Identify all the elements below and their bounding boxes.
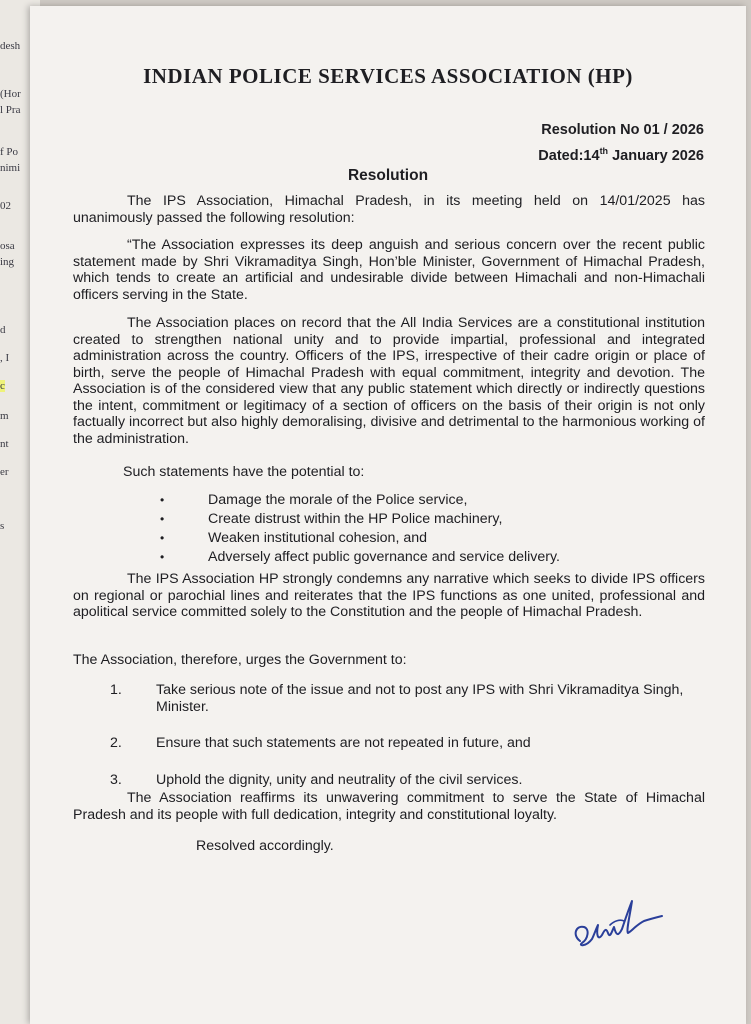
back-text-fragment: osa bbox=[0, 240, 15, 252]
back-text-fragment: nimi bbox=[0, 162, 21, 174]
back-text-fragment: 02 bbox=[0, 200, 11, 212]
numbered-item bbox=[110, 735, 710, 752]
bullet-text: Weaken institutional cohesion, and bbox=[208, 529, 427, 546]
document-title: Resolution bbox=[347, 167, 429, 184]
bullet-list bbox=[160, 490, 680, 566]
paragraph-reaffirmation: The Association reaffirms its unwavering commitment to serve the State of Himachal Pradesh and its people with full dedication, integrity and constitutional loyalty. bbox=[73, 790, 705, 823]
paragraph-potential: Such statements have the potential to: bbox=[123, 464, 365, 480]
bullet-dot-icon: • bbox=[160, 549, 165, 564]
bullet-dot-icon: • bbox=[160, 492, 165, 507]
resolution-number: Resolution No 01 / 2026 bbox=[541, 122, 704, 138]
item-text: Ensure that such statements are not repeated in future, and bbox=[156, 735, 531, 751]
item-number: 1. bbox=[110, 682, 122, 698]
bullet-dot-icon: • bbox=[160, 511, 165, 526]
back-text-fragment: desh bbox=[0, 40, 21, 52]
back-text-fragment: ing bbox=[0, 256, 15, 268]
paragraph-urges: The Association, therefore, urges the Government to: bbox=[73, 652, 407, 668]
numbered-item bbox=[110, 772, 710, 789]
back-text-fragment: d bbox=[0, 324, 6, 336]
date-label: Dated: bbox=[538, 147, 584, 164]
back-text-fragment: l Pra bbox=[0, 104, 21, 116]
bullet-dot-icon: • bbox=[160, 530, 165, 545]
signature-icon bbox=[566, 891, 666, 961]
back-text-fragment: f Po bbox=[0, 146, 19, 158]
back-text-fragment: m bbox=[0, 410, 9, 422]
bullet-item bbox=[160, 528, 680, 547]
closing-line: Resolved accordingly. bbox=[196, 838, 334, 854]
item-number: 3. bbox=[110, 771, 122, 788]
back-text-fragment: er bbox=[0, 466, 9, 478]
organization-heading: INDIAN POLICE SERVICES ASSOCIATION (HP) bbox=[143, 64, 633, 88]
back-text-fragment: (Hor bbox=[0, 88, 21, 100]
bullet-text: Damage the morale of the Police service, bbox=[208, 491, 468, 508]
item-text: Uphold the dignity, unity and neutrality of the civil services. bbox=[156, 771, 523, 788]
resolution-date bbox=[538, 146, 704, 164]
bullet-item bbox=[160, 509, 680, 528]
date-month-year: January 2026 bbox=[608, 147, 704, 164]
bullet-item bbox=[160, 490, 680, 509]
paragraph-all-india-services: The Association places on record that the All India Services are a constitutional institution created to strengthen national unity and to provide impartial, professional and integrated administration across the country. Officers of the IPS, irrespective of their cadre origin or place of birth, serve the people of Himachal Pradesh with equal commitment, integrity and devotion. The Association is of the considered view that any public statement which directly or indirectly questions the intent, commitment or legitimacy of a section of officers on the basis of their origin is not only factually incorrect but also highly demoralising, divisive and detrimental to the harmonious working of the administration. bbox=[73, 315, 705, 447]
paragraph-condemnation: The IPS Association HP strongly condemns any narrative which seeks to divide IPS officers on regional or parochial lines and reiterates that the IPS functions as one united, professional and apolitical service committed solely to the Constitution and the people of Himachal Pradesh. bbox=[73, 571, 705, 620]
bullet-text: Adversely affect public governance and service delivery. bbox=[208, 548, 560, 565]
item-text: Take serious note of the issue and not to post any IPS with Shri Vikramaditya Singh, Minister. bbox=[156, 682, 684, 715]
resolution-document-page bbox=[30, 6, 746, 1024]
item-number: 2. bbox=[110, 735, 122, 751]
back-text-fragment: s bbox=[0, 520, 5, 532]
back-text-fragment: , I bbox=[0, 352, 10, 364]
bullet-text: Create distrust within the HP Police machinery, bbox=[208, 510, 503, 527]
date-day: 14 bbox=[583, 147, 600, 164]
back-text-highlight: c bbox=[0, 380, 5, 392]
numbered-item bbox=[110, 682, 710, 715]
numbered-list bbox=[110, 682, 710, 788]
date-ordinal: th bbox=[599, 146, 609, 156]
bullet-item bbox=[160, 547, 680, 566]
back-text-fragment: nt bbox=[0, 438, 9, 450]
paragraph-concern: “The Association expresses its deep anguish and serious concern over the recent public statement made by Shri Vikramaditya Singh, Hon’ble Minister, Government of Himachal Pradesh, which tends to create an artificial and undesirable divide between Himachali and non-Himachali officers serving in the State. bbox=[73, 237, 705, 303]
paragraph-intro: The IPS Association, Himachal Pradesh, in its meeting held on 14/01/2025 has unanimously passed the following resolution: bbox=[73, 193, 705, 226]
